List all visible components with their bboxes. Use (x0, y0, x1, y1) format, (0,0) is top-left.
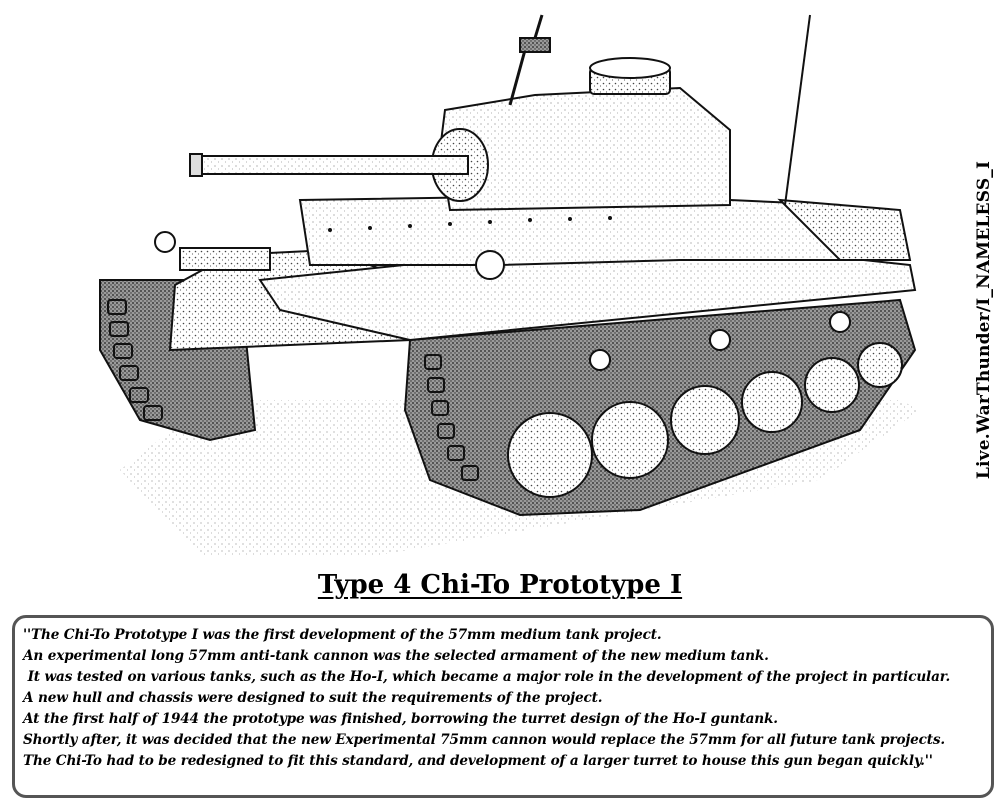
description-line: A new hull and chassis were designed to suit the requirements of the project. (23, 690, 603, 706)
description-line: ''The Chi-To Prototype I was the first development of the 57mm medium tank project. (23, 627, 662, 643)
description-line: It was tested on various tanks, such as the Ho-I, which became a major role in the development of the project in particular. (23, 669, 951, 685)
description-box (12, 615, 994, 798)
description-line: Shortly after, it was decided that the new Experimental 75mm cannon would replace the 57mm for all future tank projects. (23, 732, 946, 748)
description-line: At the first half of 1944 the prototype was finished, borrowing the turret design of the Ho-I guntank. (23, 711, 778, 727)
watermark-text: Live.WarThunder/I_NAMELESS_I (974, 160, 994, 480)
page-title: Type 4 Chi-To Prototype I (317, 570, 683, 600)
turret (190, 15, 810, 210)
description-line: The Chi-To had to be redesigned to fit this standard, and development of a larger turret to house this gun began quickly.'' (23, 753, 933, 769)
tank-sketch-icon (80, 10, 940, 570)
description-line: An experimental long 57mm anti-tank cannon was the selected armament of the new medium tank. (23, 648, 769, 664)
